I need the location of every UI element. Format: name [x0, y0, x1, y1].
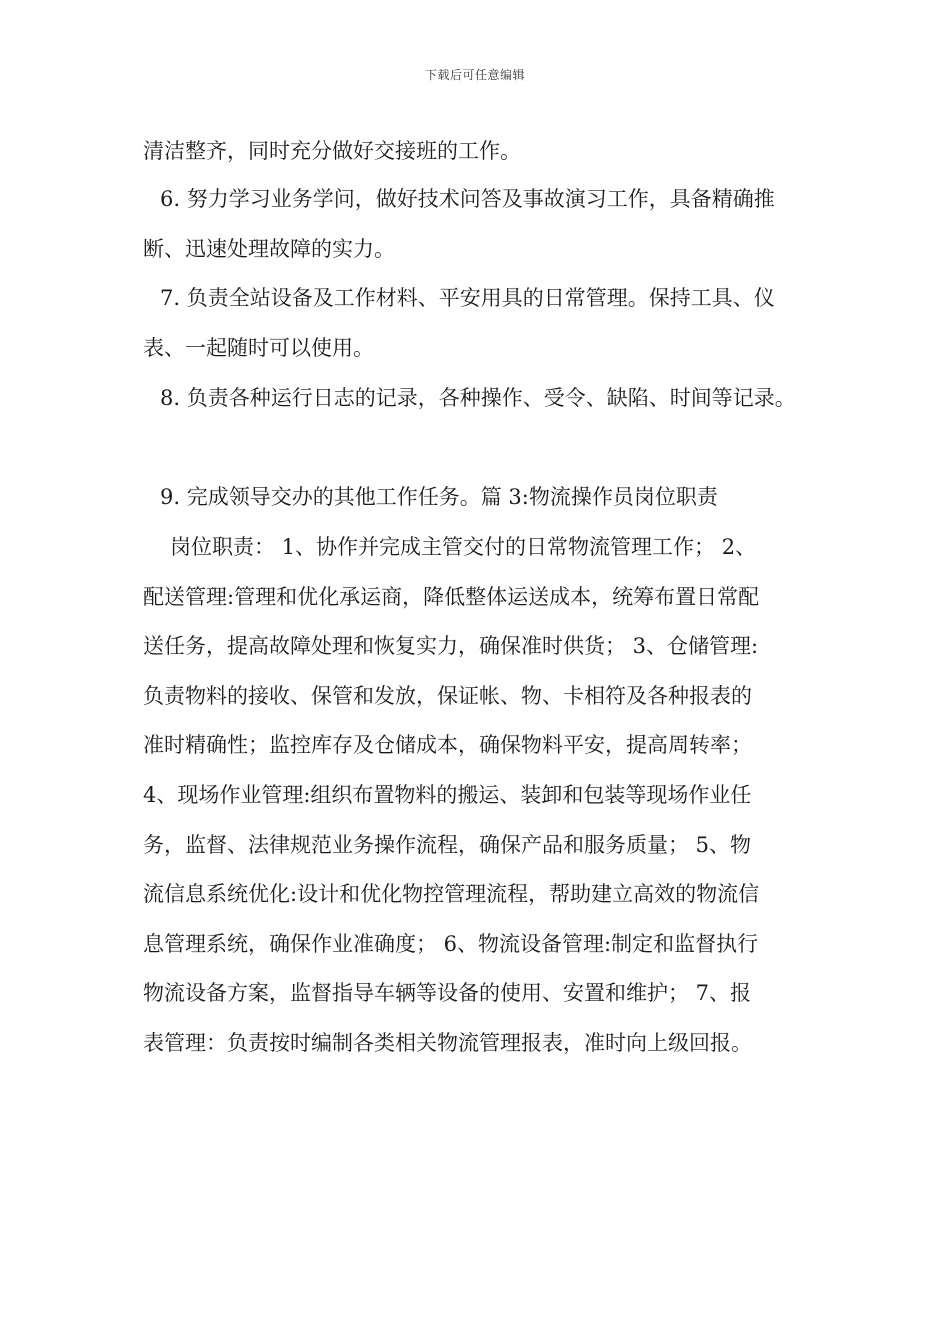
text-line: 负责物料的接收、保管和发放，保证帐、物、卡相符及各种报表的 [143, 684, 752, 708]
text-line: 务，监督、法律规范业务操作流程，确保产品和服务质量； 5、物 [143, 833, 752, 857]
text-line: 流信息系统优化:设计和优化物控管理流程，帮助建立高效的物流信 [143, 882, 760, 906]
text-line: 准时精确性；监控库存及仓储成本，确保物料平安，提高周转率； [143, 733, 752, 757]
text-line: 7. 负责全站设备及工作材料、平安用具的日常管理。保持工具、仪 [160, 286, 775, 310]
text-line: 物流设备方案，监督指导车辆等设备的使用、安置和维护； 7、报 [143, 981, 752, 1005]
text-line: 息管理系统，确保作业准确度； 6、物流设备管理:制定和监督执行 [143, 932, 759, 956]
text-line: 送任务，提高故障处理和恢复实力，确保准时供货； 3、仓储管理: [143, 634, 759, 658]
text-line: 6. 努力学习业务学问，做好技术问答及事故演习工作，具备精确推 [160, 187, 775, 211]
page-header-note: 下载后可任意编辑 [424, 68, 525, 82]
text-line: 表、一起随时可以使用。 [143, 336, 374, 360]
text-line: 8. 负责各种运行日志的记录，各种操作、受令、缺陷、时间等记录。 [160, 386, 796, 410]
text-line: 配送管理:管理和优化承运商，降低整体运送成本，统筹布置日常配 [143, 585, 760, 609]
text-line: 表管理：负责按时编制各类相关物流管理报表，准时向上级回报。 [143, 1031, 752, 1055]
text-line: 9. 完成领导交办的其他工作任务。篇 3:物流操作员岗位职责 [160, 485, 718, 509]
text-line: 4、现场作业管理:组织布置物料的搬运、装卸和包装等现场作业任 [143, 783, 752, 807]
text-line: 岗位职责： 1、协作并完成主管交付的日常物流管理工作； 2、 [170, 535, 757, 559]
text-line: 断、迅速处理故障的实力。 [143, 237, 395, 261]
text-line: 清洁整齐，同时充分做好交接班的工作。 [143, 139, 521, 163]
